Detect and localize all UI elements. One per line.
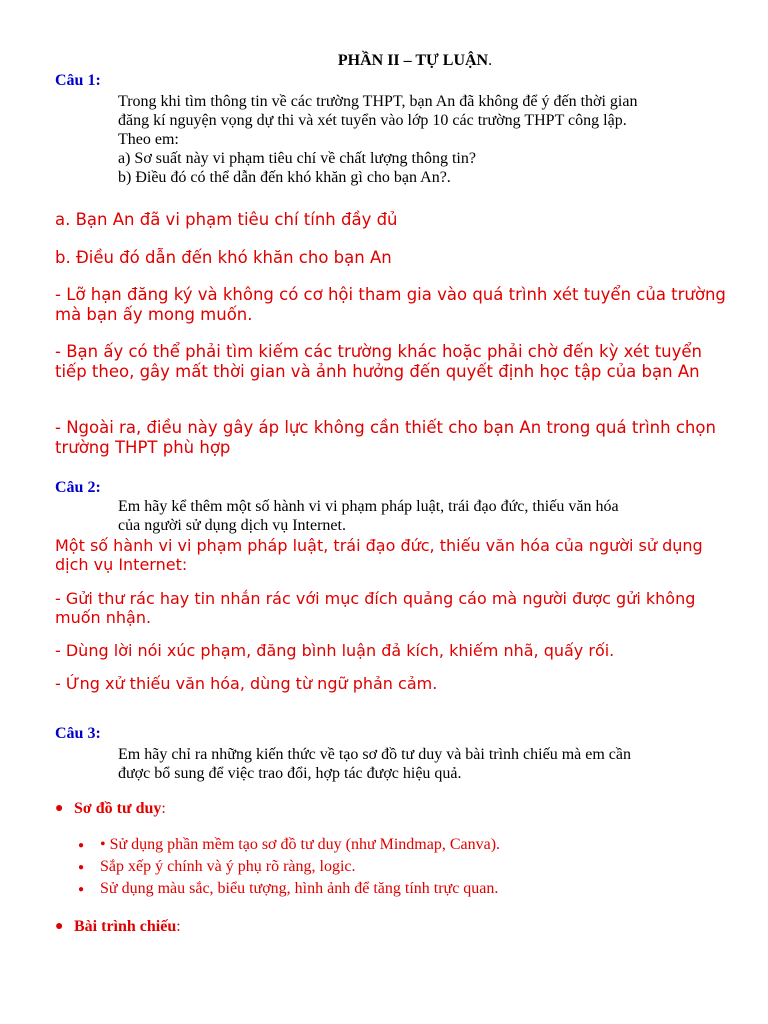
question-2-line: Em hãy kể thêm một số hành vi vi phạm pháp luật, trái đạo đức, thiếu văn hóa bbox=[118, 498, 619, 515]
presentation-heading bbox=[74, 918, 181, 936]
mindmap-item-1: • Sử dụng phần mềm tạo sơ đồ tư duy (như Mindmap, Canva). bbox=[100, 836, 501, 853]
section-title bbox=[0, 52, 768, 70]
question-1-line: Trong khi tìm thông tin về các trường THPT, bạn An đã không để ý đến thời gian bbox=[118, 93, 638, 110]
answer-1b-point-1: - Lỡ hạn đăng ký và không có cơ hội tham gia vào quá trình xét tuyển của trường mà bạn ấy mong muốn. bbox=[55, 285, 726, 324]
presentation-heading-colon: : bbox=[176, 918, 181, 935]
question-1-prompt bbox=[118, 92, 738, 187]
bullet-icon: ● bbox=[55, 919, 64, 934]
question-1-line: b) Điều đó có thể dẫn đến khó khăn gì cho bạn An?. bbox=[118, 169, 451, 186]
question-3-line: được bổ sung để việc trao đổi, hợp tác được hiệu quả. bbox=[118, 765, 462, 782]
bullet-icon: ● bbox=[78, 840, 85, 851]
answer-1b: b. Điều đó dẫn đến khó khăn cho bạn An bbox=[55, 248, 392, 267]
question-2-label: Câu 2: bbox=[55, 479, 101, 496]
question-1-line: đăng kí nguyện vọng dự thi và xét tuyển vào lớp 10 các trường THPT công lập. bbox=[118, 112, 627, 129]
mindmap-item-3: Sử dụng màu sắc, biểu tượng, hình ảnh để tăng tính trực quan. bbox=[100, 880, 499, 897]
question-1-line: a) Sơ suất này vi phạm tiêu chí về chất lượng thông tin? bbox=[118, 150, 476, 167]
answer-2-point-2: - Dùng lời nói xúc phạm, đăng bình luận đả kích, khiếm nhã, quấy rối. bbox=[55, 641, 615, 660]
question-3-line: Em hãy chỉ ra những kiến thức về tạo sơ đồ tư duy và bài trình chiếu mà em cần bbox=[118, 746, 631, 763]
mindmap-heading-colon: : bbox=[161, 800, 166, 817]
question-2-line: của người sử dụng dịch vụ Internet. bbox=[118, 517, 346, 534]
answer-1a: a. Bạn An đã vi phạm tiêu chí tính đầy đủ bbox=[55, 210, 398, 229]
question-1-label: Câu 1: bbox=[55, 72, 101, 89]
answer-2-point-1: - Gửi thư rác hay tin nhắn rác với mục đích quảng cáo mà người được gửi không muốn nhận. bbox=[55, 589, 696, 627]
bullet-icon: ● bbox=[78, 862, 85, 873]
presentation-heading-text: Bài trình chiếu bbox=[74, 918, 177, 935]
section-title-suffix: . bbox=[488, 52, 493, 69]
answer-1b-point-3: - Ngoài ra, điều này gây áp lực không cần thiết cho bạn An trong quá trình chọn trường THPT phù hợp bbox=[55, 418, 716, 457]
bullet-icon: ● bbox=[55, 801, 64, 816]
question-3-label: Câu 3: bbox=[55, 725, 101, 742]
bullet-icon: ● bbox=[78, 884, 85, 895]
mindmap-heading-text: Sơ đồ tư duy bbox=[74, 800, 162, 817]
mindmap-heading bbox=[74, 800, 166, 818]
question-2-prompt bbox=[118, 497, 738, 535]
answer-2-intro: Một số hành vi vi phạm pháp luật, trái đạo đức, thiếu văn hóa của người sử dụng dịch vụ Internet: bbox=[55, 536, 703, 574]
question-3-prompt bbox=[118, 745, 738, 783]
question-1-line: Theo em: bbox=[118, 131, 179, 148]
section-title-text: PHẦN II – TỰ LUẬN bbox=[337, 52, 489, 69]
answer-1b-point-2: - Bạn ấy có thể phải tìm kiếm các trường khác hoặc phải chờ đến kỳ xét tuyển tiếp theo, gây mất thời gian và ảnh hưởng đến quyết định học tập của bạn An bbox=[55, 342, 702, 381]
mindmap-item-2: Sắp xếp ý chính và ý phụ rõ ràng, logic. bbox=[100, 858, 356, 875]
answer-2-point-3: - Ứng xử thiếu văn hóa, dùng từ ngữ phản cảm. bbox=[55, 674, 438, 693]
